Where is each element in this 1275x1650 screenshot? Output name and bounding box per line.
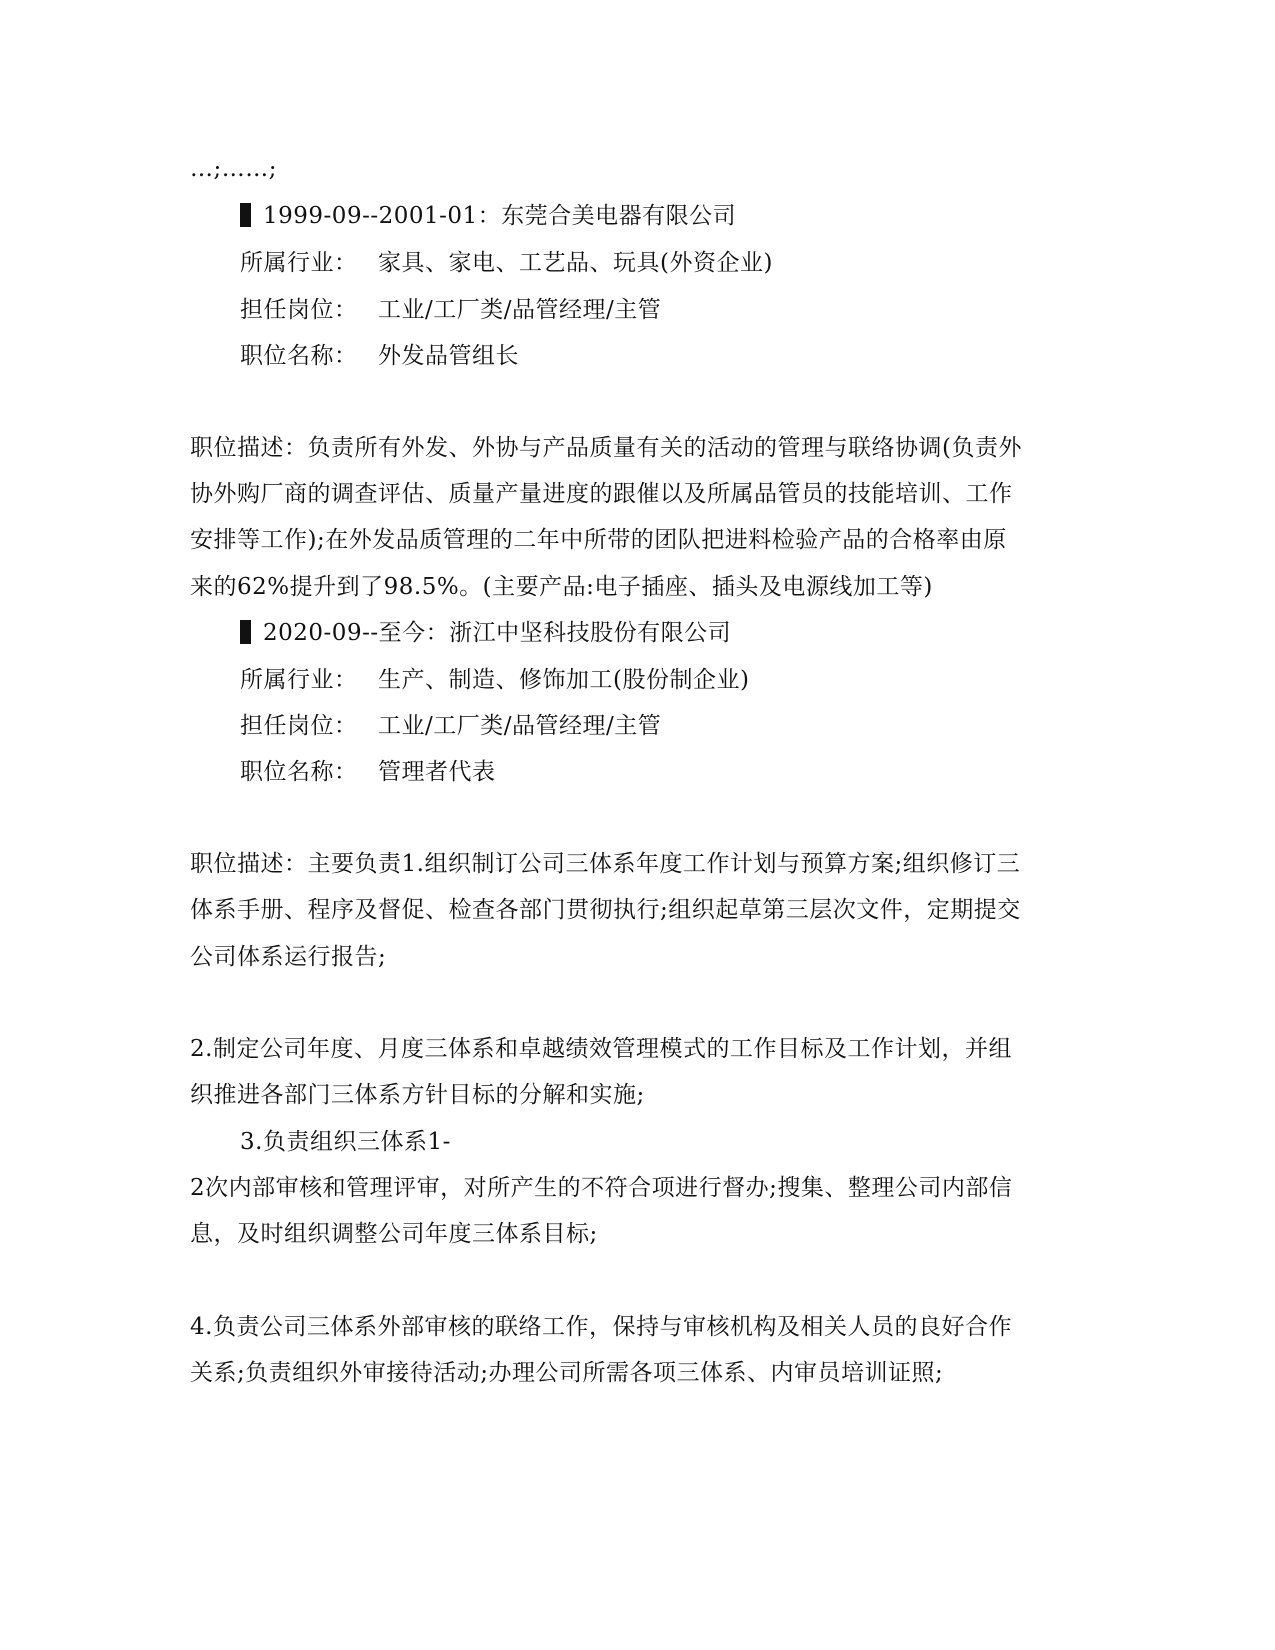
text-line: 2.制定公司年度、月度三体系和卓越绩效管理模式的工作目标及工作计划，并组 <box>190 1036 1012 1062</box>
job-title-row <box>240 341 519 371</box>
job-title-row <box>240 757 496 787</box>
job-post-row <box>240 295 661 325</box>
field-value: 生产、制造、修饰加工(股份制企业) <box>378 667 750 693</box>
field-value: 管理者代表 <box>378 759 496 785</box>
text-line: 体系手册、程序及督促、检查各部门贯彻执行;组织起草第三层次文件，定期提交 <box>190 897 1021 923</box>
text-line: 3.负责组织三体系1- <box>240 1129 451 1155</box>
text-line: 4.负责公司三体系外部审核的联络工作，保持与审核机构及相关人员的良好合作 <box>190 1314 1012 1340</box>
bullet-block-icon <box>240 203 251 227</box>
field-label: 职位名称： <box>240 343 358 369</box>
text-line: 安排等工作);在外发品质管理的二年中所带的团队把进料检验产品的合格率由原 <box>190 527 1007 553</box>
text-line: 息，及时组织调整公司年度三体系目标; <box>190 1221 598 1247</box>
text-line: …;……; <box>190 156 277 182</box>
field-label: 担任岗位： <box>240 713 358 739</box>
field-value: 工业/工厂类/品管经理/主管 <box>378 297 662 323</box>
job-entry-header-text: 1999-09--2001-01：东莞合美电器有限公司 <box>263 203 737 229</box>
job-entry-header-text: 2020-09--至今：浙江中坚科技股份有限公司 <box>263 620 732 646</box>
field-label: 所属行业： <box>240 250 358 276</box>
field-value: 家具、家电、工艺品、玩具(外资企业) <box>378 250 773 276</box>
bullet-block-icon <box>240 620 251 644</box>
field-value: 外发品管组长 <box>378 343 519 369</box>
text-line: 织推进各部门三体系方针目标的分解和实施; <box>190 1082 645 1108</box>
field-label: 担任岗位： <box>240 297 358 323</box>
job-entry-header <box>240 201 736 231</box>
text-line: 2次内部审核和管理评审，对所产生的不符合项进行督办;搜集、整理公司内部信 <box>190 1175 1013 1201</box>
job-industry-row <box>240 665 749 695</box>
text-line: 公司体系运行报告; <box>190 944 387 970</box>
text-line: 职位描述：主要负责1.组织制订公司三体系年度工作计划与预算方案;组织修订三 <box>190 851 1021 877</box>
job-post-row <box>240 711 661 741</box>
field-value: 工业/工厂类/品管经理/主管 <box>378 713 662 739</box>
field-label: 所属行业： <box>240 667 358 693</box>
job-industry-row <box>240 248 773 278</box>
text-line: 关系;负责组织外审接待活动;办理公司所需各项三体系、内审员培训证照; <box>190 1360 944 1386</box>
field-label: 职位名称： <box>240 759 358 785</box>
job-entry-header <box>240 618 731 648</box>
text-line: 协外购厂商的调查评估、质量产量进度的跟催以及所属品管员的技能培训、工作 <box>190 481 1013 507</box>
text-line: 来的62%提升到了98.5%。(主要产品:电子插座、插头及电源线加工等) <box>190 574 933 600</box>
text-line: 职位描述：负责所有外发、外协与产品质量有关的活动的管理与联络协调(负责外 <box>190 435 1022 461</box>
